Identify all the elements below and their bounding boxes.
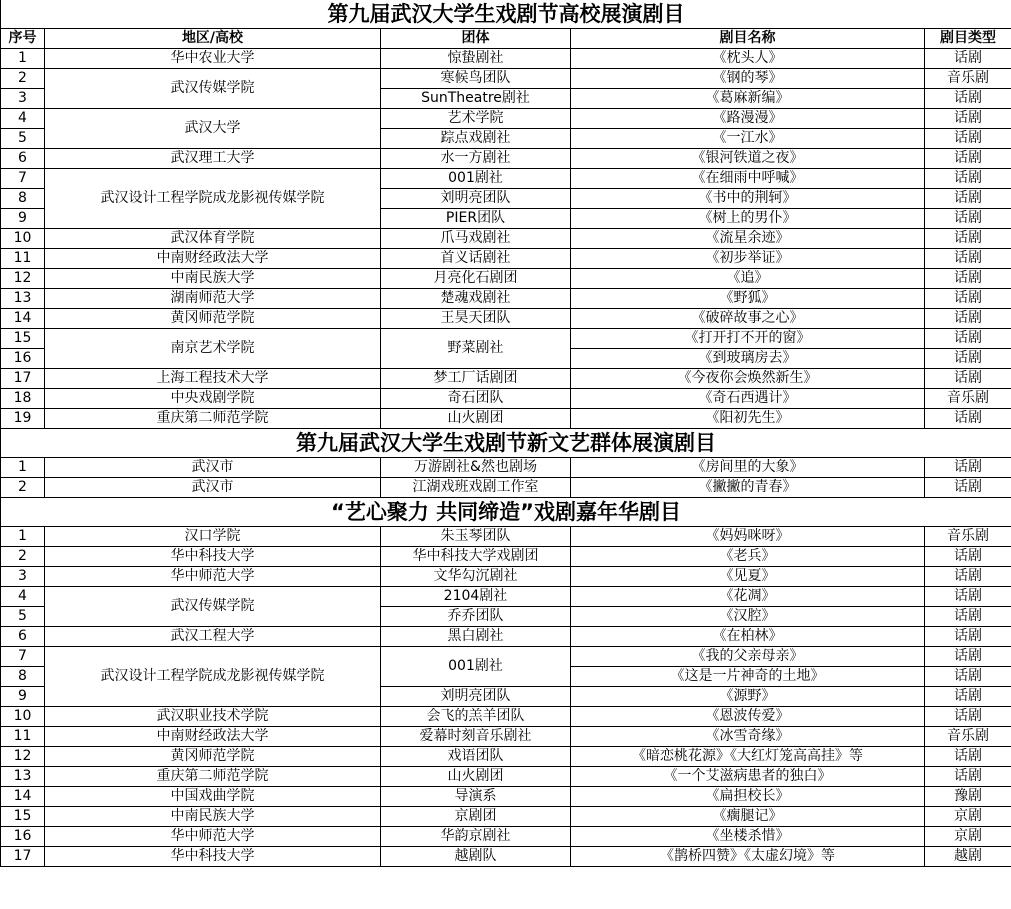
table-row	[1, 807, 1011, 827]
cell-type[interactable]: 话剧	[925, 587, 1011, 607]
table-row	[1, 787, 1011, 807]
cell-type[interactable]: 越剧	[925, 847, 1011, 867]
table-row	[1, 547, 1011, 567]
cell-play[interactable]: 《暗恋桃花源》《大红灯笼高高挂》等	[571, 747, 925, 767]
cell-region[interactable]: 武汉理工大学	[45, 149, 381, 169]
cell-no[interactable]: 14	[1, 787, 45, 807]
cell-region[interactable]: 武汉职业技术学院	[45, 707, 381, 727]
cell-type[interactable]: 话剧	[925, 478, 1011, 498]
cell-play[interactable]: 《钢的琴》	[571, 69, 925, 89]
cell-play[interactable]: 《今夜你会焕然新生》	[571, 369, 925, 389]
table-row	[1, 747, 1011, 767]
cell-troupe[interactable]: SunTheatre剧社	[381, 89, 571, 109]
cell-no[interactable]: 5	[1, 129, 45, 149]
cell-no[interactable]: 3	[1, 567, 45, 587]
cell-type[interactable]: 话剧	[925, 329, 1011, 349]
cell-no[interactable]: 19	[1, 409, 45, 429]
cell-troupe[interactable]: 月亮化石剧团	[381, 269, 571, 289]
cell-play[interactable]: 《我的父亲母亲》	[571, 647, 925, 667]
cell-no[interactable]: 4	[1, 587, 45, 607]
table-row	[1, 249, 1011, 269]
cell-troupe[interactable]: 朱玉琴团队	[381, 527, 571, 547]
cell-troupe[interactable]: 会飞的羔羊团队	[381, 707, 571, 727]
cell-no[interactable]: 10	[1, 707, 45, 727]
cell-region[interactable]: 汉口学院	[45, 527, 381, 547]
cell-play[interactable]: 《见夏》	[571, 567, 925, 587]
cell-no[interactable]: 9	[1, 687, 45, 707]
table-row	[1, 329, 1011, 349]
cell-region[interactable]: 中南民族大学	[45, 807, 381, 827]
table-row	[1, 458, 1011, 478]
cell-no[interactable]: 9	[1, 209, 45, 229]
cell-no[interactable]: 16	[1, 827, 45, 847]
table-row	[1, 229, 1011, 249]
cell-play[interactable]: 《这是一片神奇的土地》	[571, 667, 925, 687]
cell-no[interactable]: 7	[1, 169, 45, 189]
cell-type[interactable]: 话剧	[925, 667, 1011, 687]
cell-type[interactable]: 话剧	[925, 109, 1011, 129]
cell-region[interactable]: 武汉传媒学院	[45, 69, 381, 109]
table-row	[1, 707, 1011, 727]
table-row	[1, 369, 1011, 389]
cell-type[interactable]: 音乐剧	[925, 69, 1011, 89]
cell-troupe[interactable]: 刘明亮团队	[381, 687, 571, 707]
cell-type[interactable]: 话剧	[925, 767, 1011, 787]
cell-type[interactable]: 京剧	[925, 827, 1011, 847]
cell-troupe[interactable]: 江湖戏班戏剧工作室	[381, 478, 571, 498]
cell-troupe[interactable]: 楚魂戏剧社	[381, 289, 571, 309]
header-row	[1, 29, 1011, 49]
table-row	[1, 647, 1011, 667]
table-row	[1, 289, 1011, 309]
cell-region[interactable]: 华中农业大学	[45, 49, 381, 69]
table-row	[1, 567, 1011, 587]
cell-type[interactable]: 话剧	[925, 269, 1011, 289]
cell-region[interactable]: 中南财经政法大学	[45, 727, 381, 747]
cell-type[interactable]: 话剧	[925, 647, 1011, 667]
section-title: 第九届武汉大学生戏剧节高校展演剧目	[1, 0, 1011, 29]
cell-no[interactable]: 6	[1, 627, 45, 647]
cell-type[interactable]: 话剧	[925, 249, 1011, 269]
cell-no[interactable]: 17	[1, 847, 45, 867]
cell-play[interactable]: 《树上的男仆》	[571, 209, 925, 229]
cell-region[interactable]: 湖南师范大学	[45, 289, 381, 309]
cell-type[interactable]: 京剧	[925, 807, 1011, 827]
cell-troupe[interactable]: 野菜剧社	[381, 329, 571, 369]
cell-play[interactable]: 《房间里的大象》	[571, 458, 925, 478]
cell-region[interactable]: 武汉设计工程学院成龙影视传媒学院	[45, 169, 381, 229]
cell-troupe[interactable]: 刘明亮团队	[381, 189, 571, 209]
cell-play[interactable]: 《奇石西遇计》	[571, 389, 925, 409]
cell-region[interactable]: 黄冈师范学院	[45, 309, 381, 329]
cell-type[interactable]: 话剧	[925, 129, 1011, 149]
table-row	[1, 309, 1011, 329]
cell-troupe[interactable]: 山火剧团	[381, 409, 571, 429]
cell-type[interactable]: 话剧	[925, 349, 1011, 369]
table-row	[1, 149, 1011, 169]
cell-region[interactable]: 武汉工程大学	[45, 627, 381, 647]
cell-play[interactable]: 《在细雨中呼喊》	[571, 169, 925, 189]
cell-type[interactable]: 话剧	[925, 149, 1011, 169]
cell-play[interactable]: 《汉腔》	[571, 607, 925, 627]
cell-no[interactable]: 8	[1, 189, 45, 209]
cell-type[interactable]: 音乐剧	[925, 389, 1011, 409]
cell-region[interactable]: 武汉设计工程学院成龙影视传媒学院	[45, 647, 381, 707]
cell-play[interactable]: 《追》	[571, 269, 925, 289]
cell-type[interactable]: 音乐剧	[925, 727, 1011, 747]
cell-region[interactable]: 中南财经政法大学	[45, 249, 381, 269]
cell-play[interactable]: 《撇撇的青春》	[571, 478, 925, 498]
cell-region[interactable]: 武汉传媒学院	[45, 587, 381, 627]
cell-no[interactable]: 10	[1, 229, 45, 249]
cell-no[interactable]: 2	[1, 478, 45, 498]
cell-type[interactable]: 话剧	[925, 369, 1011, 389]
cell-no[interactable]: 5	[1, 607, 45, 627]
cell-troupe[interactable]: 惊蛰剧社	[381, 49, 571, 69]
cell-no[interactable]: 3	[1, 89, 45, 109]
cell-region[interactable]: 武汉市	[45, 478, 381, 498]
cell-no[interactable]: 15	[1, 329, 45, 349]
cell-troupe[interactable]: 京剧团	[381, 807, 571, 827]
table-row	[1, 847, 1011, 867]
cell-region[interactable]: 武汉体育学院	[45, 229, 381, 249]
cell-region[interactable]: 中央戏剧学院	[45, 389, 381, 409]
cell-type[interactable]: 话剧	[925, 707, 1011, 727]
cell-region[interactable]: 黄冈师范学院	[45, 747, 381, 767]
cell-no[interactable]: 18	[1, 389, 45, 409]
section3-title-row	[1, 498, 1011, 527]
cell-no[interactable]: 17	[1, 369, 45, 389]
cell-type[interactable]: 话剧	[925, 49, 1011, 69]
cell-play[interactable]: 《到玻璃房去》	[571, 349, 925, 369]
cell-region[interactable]: 重庆第二师范学院	[45, 409, 381, 429]
cell-no[interactable]: 16	[1, 349, 45, 369]
cell-play[interactable]: 《坐楼杀惜》	[571, 827, 925, 847]
cell-troupe[interactable]: 戏语团队	[381, 747, 571, 767]
cell-play[interactable]: 《扁担校长》	[571, 787, 925, 807]
cell-troupe[interactable]: 王昊天团队	[381, 309, 571, 329]
cell-region[interactable]: 华中师范大学	[45, 567, 381, 587]
cell-troupe[interactable]: 梦工厂话剧团	[381, 369, 571, 389]
header-troupe: 团体	[381, 29, 571, 49]
cell-play[interactable]: 《打开打不开的窗》	[571, 329, 925, 349]
cell-no[interactable]: 1	[1, 527, 45, 547]
table-row	[1, 409, 1011, 429]
cell-play[interactable]: 《老兵》	[571, 547, 925, 567]
table-row	[1, 169, 1011, 189]
cell-play[interactable]: 《路漫漫》	[571, 109, 925, 129]
cell-troupe[interactable]: 爪马戏剧社	[381, 229, 571, 249]
table-row	[1, 587, 1011, 607]
cell-no[interactable]: 2	[1, 69, 45, 89]
table-row	[1, 49, 1011, 69]
cell-no[interactable]: 13	[1, 767, 45, 787]
cell-type[interactable]: 话剧	[925, 89, 1011, 109]
header-type: 剧目类型	[925, 29, 1011, 49]
table-row	[1, 727, 1011, 747]
cell-play[interactable]: 《阳初先生》	[571, 409, 925, 429]
section-title: 第九届武汉大学生戏剧节新文艺群体展演剧目	[1, 429, 1011, 458]
cell-no[interactable]: 15	[1, 807, 45, 827]
section-title: “艺心聚力 共同缔造”戏剧嘉年华剧目	[1, 498, 1011, 527]
cell-play[interactable]: 《枕头人》	[571, 49, 925, 69]
cell-play[interactable]: 《银河铁道之夜》	[571, 149, 925, 169]
cell-play[interactable]: 《初步举证》	[571, 249, 925, 269]
cell-no[interactable]: 12	[1, 269, 45, 289]
cell-troupe[interactable]: 001剧社	[381, 647, 571, 687]
cell-troupe[interactable]: 水一方剧社	[381, 149, 571, 169]
cell-troupe[interactable]: 山火剧团	[381, 767, 571, 787]
cell-play[interactable]: 《鹊桥四赞》《太虚幻境》等	[571, 847, 925, 867]
cell-region[interactable]: 武汉市	[45, 458, 381, 478]
table-row	[1, 478, 1011, 498]
table-row	[1, 827, 1011, 847]
cell-troupe[interactable]: 2104剧社	[381, 587, 571, 607]
cell-troupe[interactable]: 乔乔团队	[381, 607, 571, 627]
cell-play[interactable]: 《书中的荆轲》	[571, 189, 925, 209]
cell-no[interactable]: 2	[1, 547, 45, 567]
cell-region[interactable]: 华中科技大学	[45, 547, 381, 567]
cell-troupe[interactable]: 华韵京剧社	[381, 827, 571, 847]
cell-type[interactable]: 话剧	[925, 747, 1011, 767]
table-row	[1, 627, 1011, 647]
cell-no[interactable]: 1	[1, 49, 45, 69]
cell-troupe[interactable]: 华中科技大学戏剧团	[381, 547, 571, 567]
cell-play[interactable]: 《一个艾滋病患者的独白》	[571, 767, 925, 787]
cell-region[interactable]: 华中科技大学	[45, 847, 381, 867]
cell-troupe[interactable]: 文华勾沉剧社	[381, 567, 571, 587]
cell-type[interactable]: 话剧	[925, 209, 1011, 229]
cell-region[interactable]: 上海工程技术大学	[45, 369, 381, 389]
cell-no[interactable]: 12	[1, 747, 45, 767]
cell-troupe[interactable]: 爱幕时刻音乐剧社	[381, 727, 571, 747]
cell-type[interactable]: 话剧	[925, 607, 1011, 627]
cell-play[interactable]: 《花凋》	[571, 587, 925, 607]
table-row	[1, 389, 1011, 409]
table-row	[1, 109, 1011, 129]
cell-no[interactable]: 14	[1, 309, 45, 329]
header-play: 剧目名称	[571, 29, 925, 49]
cell-play[interactable]: 《一江水》	[571, 129, 925, 149]
cell-play[interactable]: 《在柏林》	[571, 627, 925, 647]
cell-play[interactable]: 《妈妈咪呀》	[571, 527, 925, 547]
cell-no[interactable]: 4	[1, 109, 45, 129]
cell-play[interactable]: 《葛麻新编》	[571, 89, 925, 109]
cell-type[interactable]: 豫剧	[925, 787, 1011, 807]
cell-type[interactable]: 话剧	[925, 189, 1011, 209]
cell-type[interactable]: 音乐剧	[925, 527, 1011, 547]
cell-no[interactable]: 11	[1, 249, 45, 269]
cell-play[interactable]: 《冰雪奇缘》	[571, 727, 925, 747]
cell-troupe[interactable]: 黑白剧社	[381, 627, 571, 647]
cell-type[interactable]: 话剧	[925, 547, 1011, 567]
cell-no[interactable]: 6	[1, 149, 45, 169]
section2-title-row	[1, 429, 1011, 458]
cell-no[interactable]: 1	[1, 458, 45, 478]
header-no: 序号	[1, 29, 45, 49]
cell-type[interactable]: 话剧	[925, 409, 1011, 429]
cell-region[interactable]: 中国戏曲学院	[45, 787, 381, 807]
cell-type[interactable]: 话剧	[925, 458, 1011, 478]
cell-troupe[interactable]: 踪点戏剧社	[381, 129, 571, 149]
cell-troupe[interactable]: 寒候鸟团队	[381, 69, 571, 89]
cell-troupe[interactable]: 导演系	[381, 787, 571, 807]
cell-type[interactable]: 话剧	[925, 627, 1011, 647]
cell-no[interactable]: 8	[1, 667, 45, 687]
cell-play[interactable]: 《瘸腿记》	[571, 807, 925, 827]
cell-troupe[interactable]: 越剧队	[381, 847, 571, 867]
table-row	[1, 767, 1011, 787]
cell-type[interactable]: 话剧	[925, 289, 1011, 309]
cell-play[interactable]: 《源野》	[571, 687, 925, 707]
cell-type[interactable]: 话剧	[925, 567, 1011, 587]
cell-region[interactable]: 重庆第二师范学院	[45, 767, 381, 787]
table-row	[1, 269, 1011, 289]
cell-troupe[interactable]: 艺术学院	[381, 109, 571, 129]
cell-troupe[interactable]: 001剧社	[381, 169, 571, 189]
cell-region[interactable]: 南京艺术学院	[45, 329, 381, 369]
cell-troupe[interactable]: 万游剧社&然也剧场	[381, 458, 571, 478]
cell-type[interactable]: 话剧	[925, 229, 1011, 249]
cell-no[interactable]: 13	[1, 289, 45, 309]
cell-type[interactable]: 话剧	[925, 687, 1011, 707]
cell-troupe[interactable]: 奇石团队	[381, 389, 571, 409]
cell-type[interactable]: 话剧	[925, 309, 1011, 329]
cell-troupe[interactable]: PIER团队	[381, 209, 571, 229]
cell-region[interactable]: 中南民族大学	[45, 269, 381, 289]
section1-title-row	[1, 0, 1011, 29]
cell-type[interactable]: 话剧	[925, 169, 1011, 189]
cell-troupe[interactable]: 首义话剧社	[381, 249, 571, 269]
cell-region[interactable]: 华中师范大学	[45, 827, 381, 847]
header-region: 地区/高校	[45, 29, 381, 49]
table-row	[1, 69, 1011, 89]
table-row	[1, 527, 1011, 547]
cell-play[interactable]: 《破碎故事之心》	[571, 309, 925, 329]
cell-play[interactable]: 《流星余迹》	[571, 229, 925, 249]
cell-play[interactable]: 《野狐》	[571, 289, 925, 309]
cell-no[interactable]: 11	[1, 727, 45, 747]
cell-play[interactable]: 《恩波传爱》	[571, 707, 925, 727]
cell-region[interactable]: 武汉大学	[45, 109, 381, 149]
cell-no[interactable]: 7	[1, 647, 45, 667]
